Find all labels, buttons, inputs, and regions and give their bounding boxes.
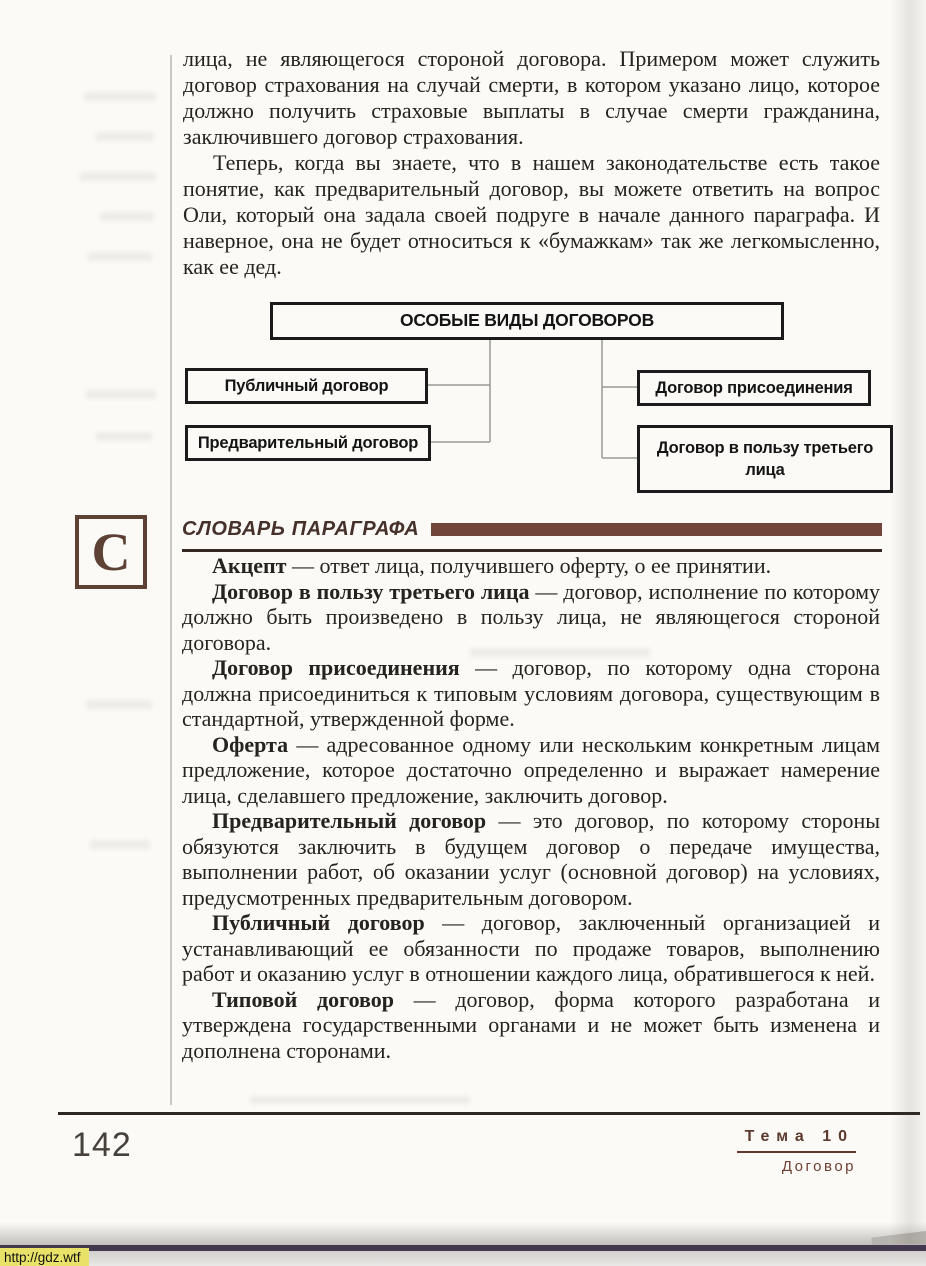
glossary-definition: — это договор, по которому стороны обязуются заключить в будущем договор о передаче имущества, выполнении работ, об оказании услуг (основной договор) на условиях, предусмотренных предварительным договором. xyxy=(182,808,881,910)
glossary-header xyxy=(182,518,882,541)
footer-theme: Тема 10 xyxy=(737,1128,856,1153)
glossary-term: Типовой договор xyxy=(212,986,394,1012)
glossary-entry xyxy=(182,808,880,910)
glossary-term: Предварительный договор xyxy=(212,808,487,833)
glossary-term: Публичный договор xyxy=(212,910,425,935)
bleed-through-smudge xyxy=(80,172,156,181)
glossary-entry xyxy=(182,579,880,656)
glossary-term: Договор присоединения xyxy=(212,655,460,680)
bleed-through-smudge xyxy=(470,648,650,657)
diagram-title: ОСОБЫЕ ВИДЫ ДОГОВОРОВ xyxy=(399,310,655,331)
glossary-definition: — адресованное одному или нескольким конкретным лицам предложение, которое достаточно определенно и выражает намерение лица, сделавшего предложение, заключить договор. xyxy=(182,731,881,808)
status-bar-url-link[interactable]: http://gdz.wtf xyxy=(0,1248,89,1266)
diagram-box-adhesion-contract xyxy=(637,370,871,406)
bleed-through-smudge xyxy=(90,840,150,849)
glossary-heading-bar xyxy=(431,523,882,536)
glossary-definition: — договор, форма которого разработана и утверждена государственными органами и не может быть изменена и дополнена сторонами. xyxy=(182,986,881,1063)
diagram-box-label: Предварительный договор xyxy=(197,433,419,452)
section-letter-box xyxy=(75,515,147,589)
bleed-through-smudge xyxy=(96,432,152,441)
bleed-through-smudge xyxy=(100,212,154,221)
bleed-through-smudge xyxy=(250,1096,470,1104)
bleed-through-smudge xyxy=(84,92,156,101)
running-footer xyxy=(737,1128,856,1175)
glossary-definition: — договор, исполнение по которому должно быть произведено в пользу лица, не являющегося стороной договора. xyxy=(182,578,881,655)
glossary-entry xyxy=(182,910,880,987)
glossary-entry xyxy=(182,553,880,579)
glossary-heading: СЛОВАРЬ ПАРАГРАФА xyxy=(182,518,420,540)
bleed-through-smudge xyxy=(88,252,152,261)
glossary-heading-underline xyxy=(182,549,882,552)
glossary-entries xyxy=(182,553,880,1063)
glossary-term: Оферта xyxy=(212,731,289,757)
diagram-box-label: Публичный договор xyxy=(224,376,389,395)
footer-rule xyxy=(58,1112,920,1115)
glossary-term: Договор в пользу третьего лица xyxy=(212,578,530,604)
intro-paragraph-2: Теперь, когда вы знаете, что в нашем законодательстве есть такое понятие, как предварительный договор, вы можете ответить на вопрос Оли, который она задала своей подруге в начале данного параграфа. И наверное, она не будет относиться к «бумажкам» так же легкомысленно, как ее дед. xyxy=(183,150,880,279)
glossary-entry xyxy=(182,987,880,1064)
contract-types-diagram xyxy=(0,298,926,503)
intro-paragraph-1: лица, не являющегося стороной договора. Примером может служить договор страхования на случай смерти, в котором указано лицо, которое должно получить страховые выплаты в случае смерти гражданина, заключившего договор страхования. xyxy=(183,46,880,149)
diagram-title-box xyxy=(270,302,784,340)
footer-theme-subtitle: Договор xyxy=(781,1158,856,1175)
glossary-entry xyxy=(182,655,880,732)
glossary-section xyxy=(0,513,926,1113)
page-right-shadow xyxy=(890,0,926,1244)
scan-background-strip xyxy=(0,1251,926,1266)
diagram-box-public-contract xyxy=(185,368,428,404)
section-letter: С xyxy=(91,522,131,582)
diagram-box-label: Договор в пользу третьего лица xyxy=(656,438,874,479)
page-number: 142 xyxy=(72,1126,132,1164)
bleed-through-smudge xyxy=(96,132,154,141)
diagram-box-preliminary-contract xyxy=(185,425,431,461)
glossary-definition: — договор, по которому одна сторона должна присоединиться к типовым условиям договора, существующим в стандартной, утвержденной форме. xyxy=(182,655,881,731)
glossary-term: Акцепт xyxy=(212,553,287,578)
intro-text xyxy=(183,46,880,280)
diagram-box-label: Договор присоединения xyxy=(655,378,853,397)
bleed-through-smudge xyxy=(86,700,152,709)
glossary-entry xyxy=(182,732,880,809)
glossary-definition: — ответ лица, получившего оферту, о ее принятии. xyxy=(292,553,772,578)
glossary-definition: — договор, заключенный организацией и устанавливающий ее обязанности по продаже товаров, выполнению работ и оказанию услуг в отношении каждого лица, обратившегося к ней. xyxy=(182,910,880,986)
page-bottom-shadow xyxy=(0,1222,926,1245)
diagram-box-third-party-contract xyxy=(637,425,893,493)
bleed-through-smudge xyxy=(86,390,156,399)
